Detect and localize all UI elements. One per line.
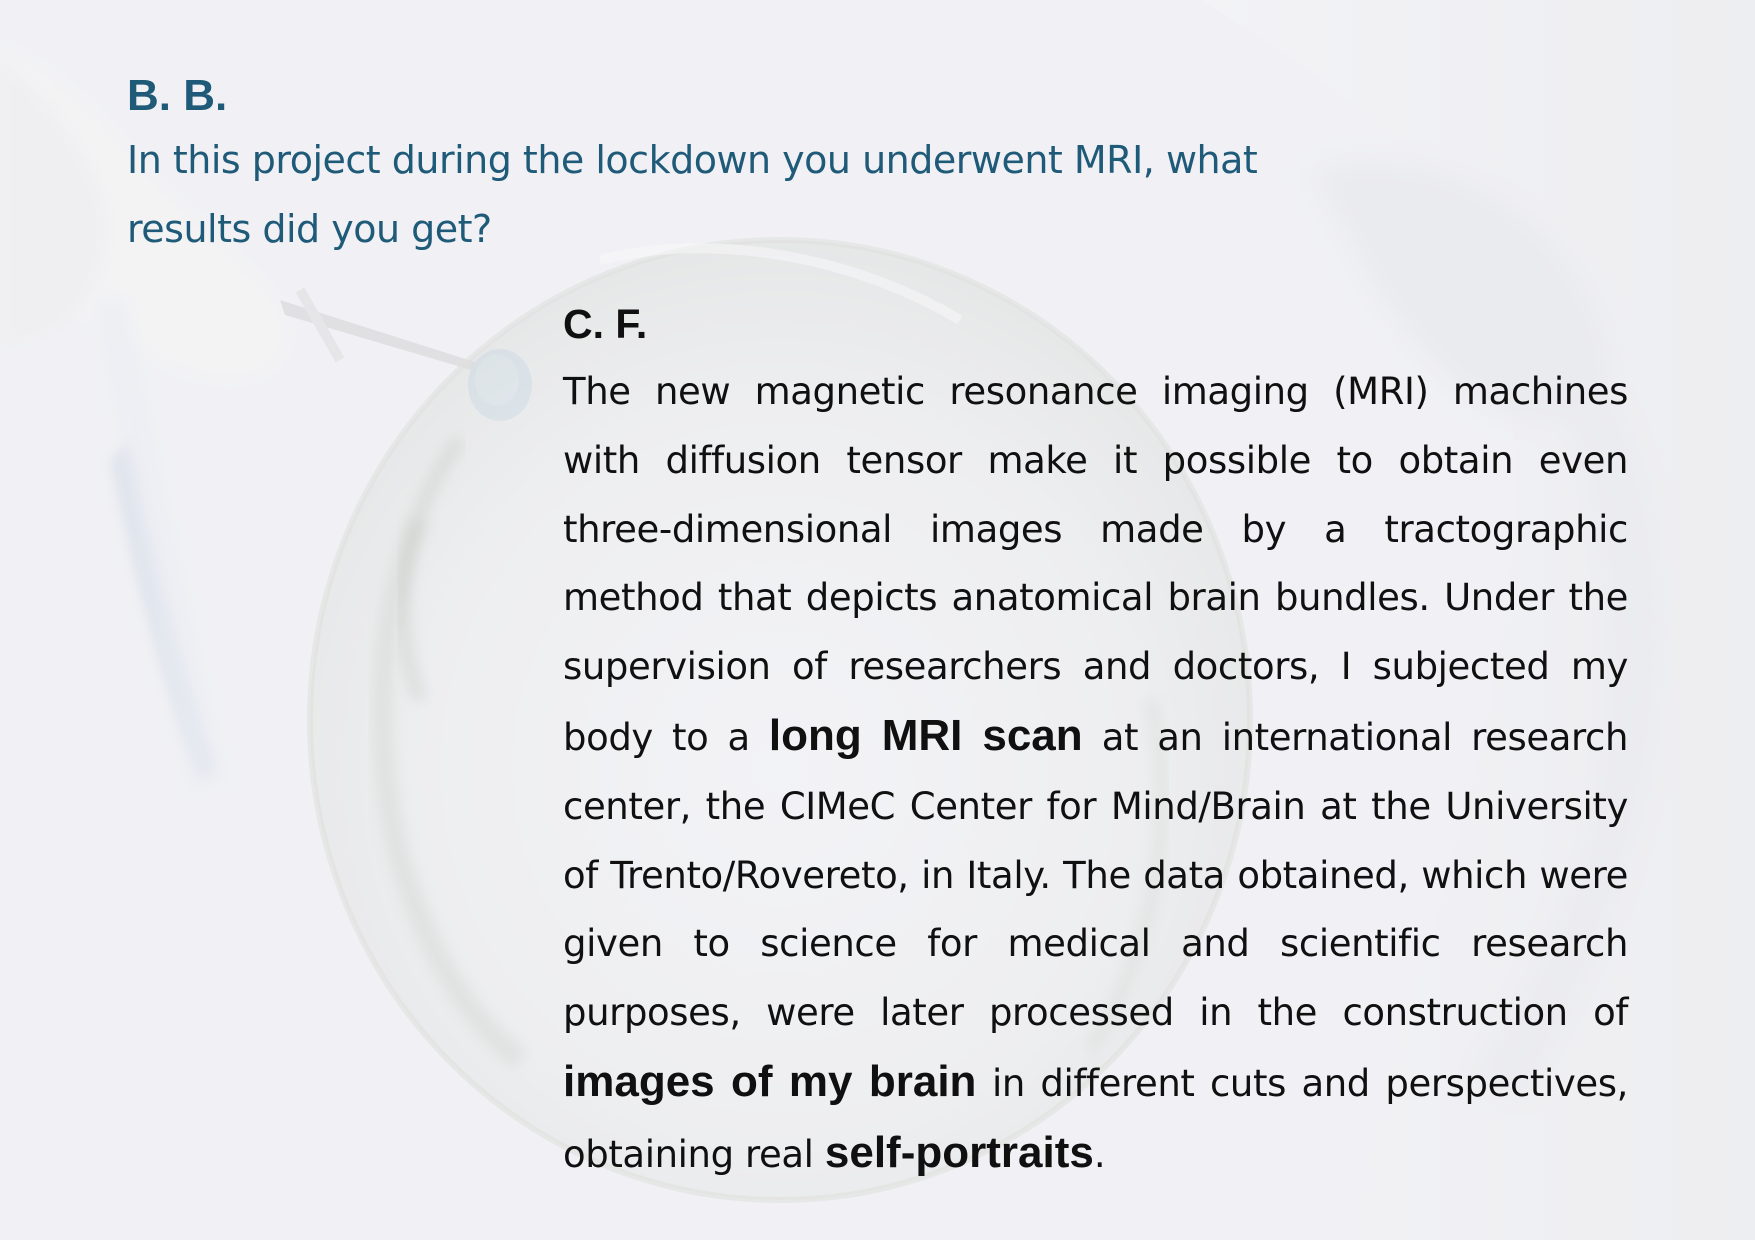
- interviewee-initials: C. F.: [563, 301, 648, 347]
- answer-text-segment: .: [1093, 1132, 1106, 1176]
- answer-text-segment: at an international research center, the CIMeC Center for Mind/Brain at the University of Trento/Rovereto, in Italy. The data obtained, which were given to science for medical and scientific research purposes, were later processed in the construction of: [563, 715, 1628, 1035]
- interviewer-initials: B. B.: [127, 71, 228, 120]
- interviewer-question: [127, 66, 1327, 264]
- answer-text-segment: The new magnetic resonance imaging (MRI) machines with diffusion tensor make it possible to obtain even three-dimensional images made by a tractographic method that depicts anatomical brain bundles. Under the supervision of researchers and doctors, I subjected my body to a: [563, 370, 1628, 759]
- highlight-long-mri-scan: long MRI scan: [768, 710, 1083, 760]
- answer-text-segment: in different cuts and perspectives, obtaining real: [563, 1061, 1628, 1176]
- question-text: In this project during the lockdown you underwent MRI, what results did you get?: [127, 138, 1258, 251]
- answer-paragraph: [563, 358, 1628, 1190]
- highlight-images-of-my-brain: images of my brain: [563, 1056, 977, 1106]
- interviewee-answer: [563, 296, 1628, 1190]
- highlight-self-portraits: self-portraits: [824, 1127, 1094, 1177]
